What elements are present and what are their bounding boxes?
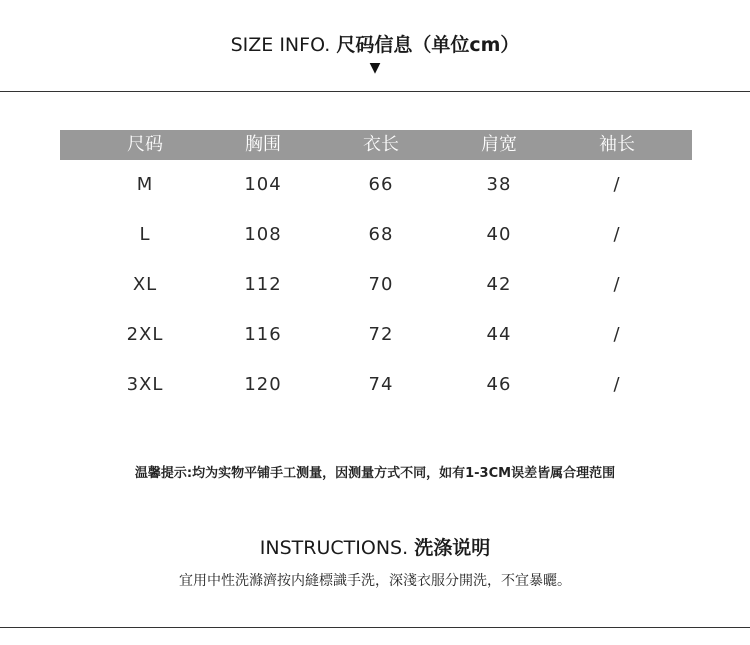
cell-size: L xyxy=(139,224,151,245)
cell-sleeve: / xyxy=(613,174,621,195)
header-size: 尺码 xyxy=(127,134,163,155)
cell-shoulder: 40 xyxy=(486,224,512,245)
cell-length: 66 xyxy=(368,174,394,195)
measurement-tip: 温馨提示:均为实物平铺手工测量，因测量方式不同，如有1-3CM误差皆属合理范围 xyxy=(134,466,616,481)
cell-chest: 104 xyxy=(244,174,282,195)
cell-shoulder: 44 xyxy=(486,324,512,345)
cell-size: 2XL xyxy=(126,324,164,345)
cell-length: 70 xyxy=(368,274,394,295)
top-divider xyxy=(0,91,750,92)
header-sleeve: 袖长 xyxy=(599,134,635,155)
bottom-divider xyxy=(0,627,750,628)
cell-shoulder: 38 xyxy=(486,174,512,195)
cell-chest: 112 xyxy=(244,274,282,295)
cell-sleeve: / xyxy=(613,324,621,345)
size-info-title-en: SIZE INFO. xyxy=(230,34,331,56)
cell-sleeve: / xyxy=(613,274,621,295)
header-chest: 胸围 xyxy=(245,134,281,155)
table-row xyxy=(60,320,692,395)
cell-sleeve: / xyxy=(613,374,621,395)
header-length: 衣长 xyxy=(363,134,399,155)
instructions-title xyxy=(0,533,750,560)
down-arrow-icon: ▼ xyxy=(369,60,381,76)
cell-shoulder: 42 xyxy=(486,274,512,295)
table-row xyxy=(60,220,692,295)
cell-chest: 120 xyxy=(244,374,282,395)
cell-shoulder: 46 xyxy=(486,374,512,395)
size-info-title-cn: 尺码信息（单位cm） xyxy=(336,34,520,56)
table-row xyxy=(60,270,692,345)
cell-size: XL xyxy=(132,274,158,295)
size-table xyxy=(60,130,692,410)
instructions-title-cn: 洗涤说明 xyxy=(414,537,491,559)
size-info-title xyxy=(0,30,750,57)
cell-length: 68 xyxy=(368,224,394,245)
cell-chest: 108 xyxy=(244,224,282,245)
cell-size: M xyxy=(136,174,154,195)
cell-length: 72 xyxy=(368,324,394,345)
instructions-title-en: INSTRUCTIONS. xyxy=(259,537,409,559)
cell-sleeve: / xyxy=(613,224,621,245)
size-table-body xyxy=(60,120,692,395)
cell-length: 74 xyxy=(368,374,394,395)
table-row xyxy=(60,170,692,245)
cell-chest: 116 xyxy=(244,324,282,345)
cell-size: 3XL xyxy=(126,374,164,395)
header-shoulder: 肩宽 xyxy=(481,134,517,155)
table-row xyxy=(60,120,692,195)
instructions-text: 宜用中性洗滌濟按内縫標識手洗，深淺衣服分開洗，不宜暴曬。 xyxy=(179,573,571,589)
